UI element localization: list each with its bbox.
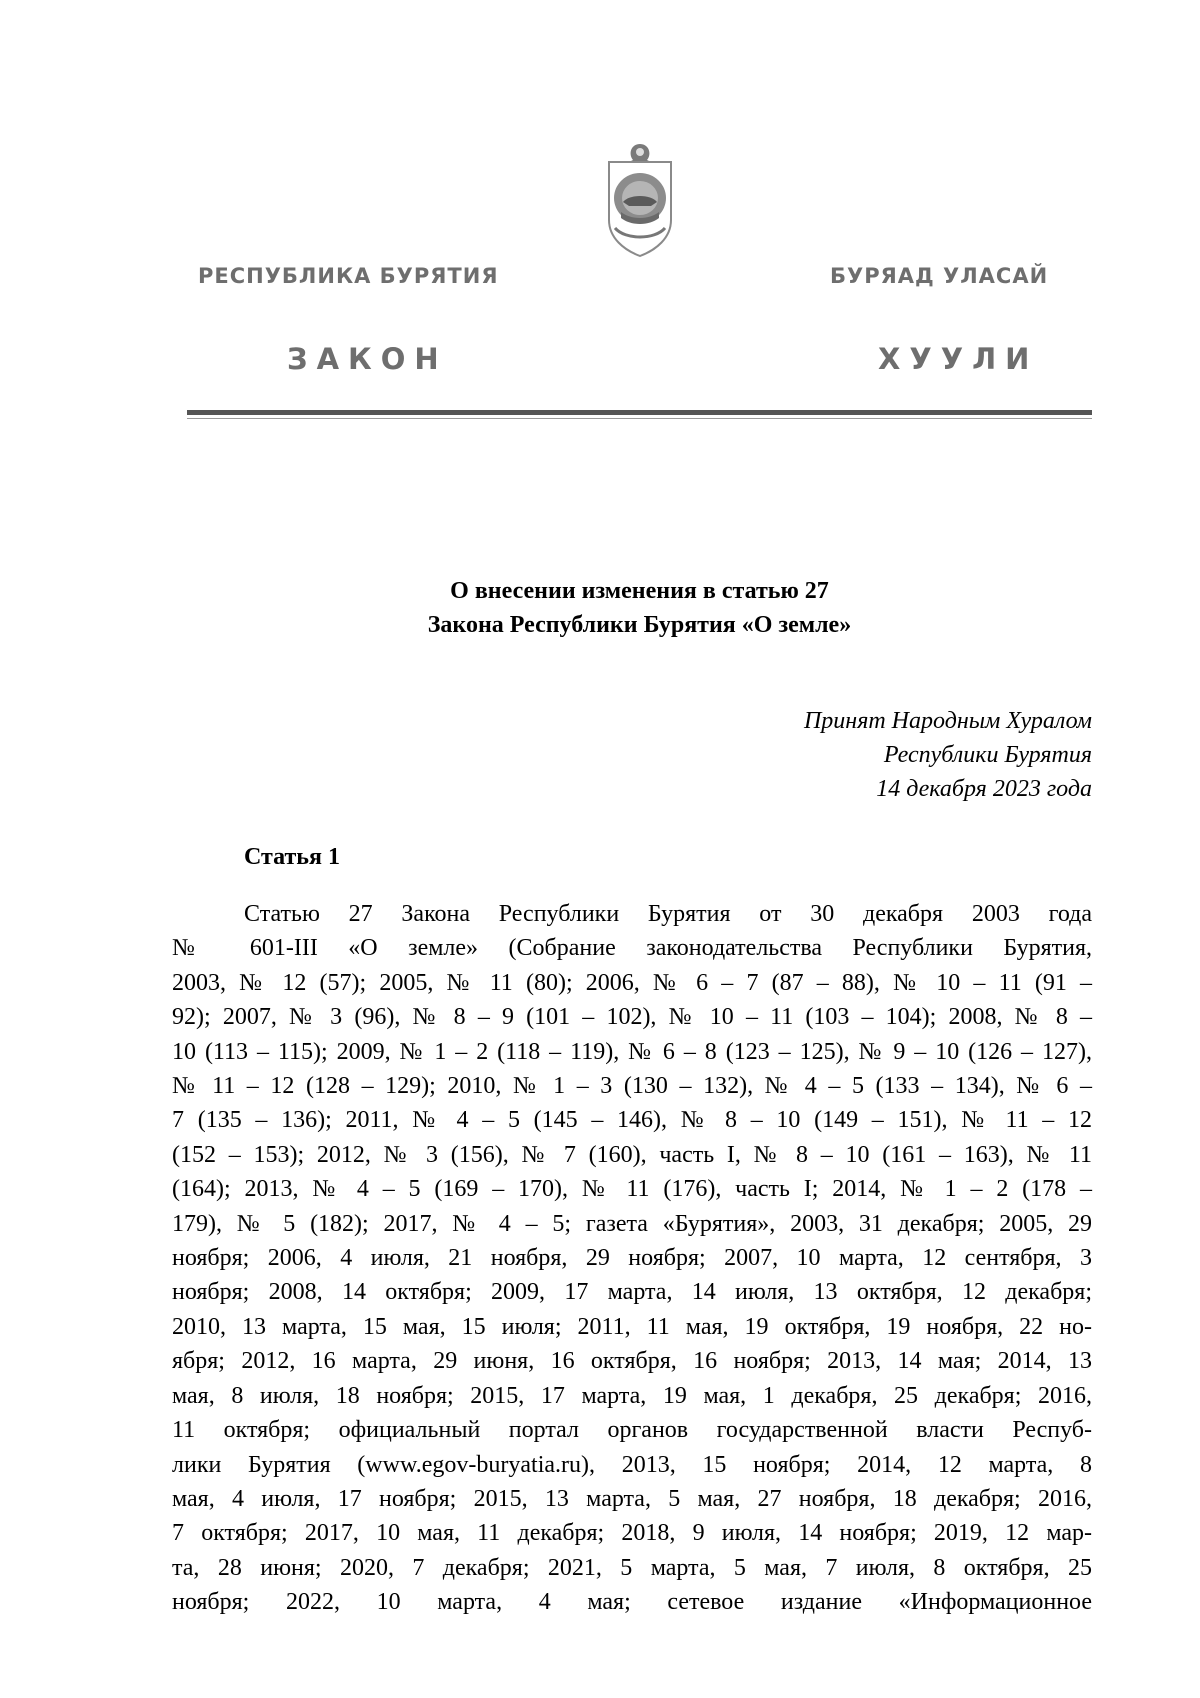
adoption-note (804, 704, 1092, 806)
body-line: 179), № 5 (182); 2017, № 4 – 5; газета «Бурятия», 2003, 31 декабря; 2005, 29 (172, 1210, 1092, 1237)
body-line: 11 октября; официальный портал органов государственной власти Респуб- (172, 1417, 1092, 1444)
body-line: 2010, 13 марта, 15 мая, 15 июля; 2011, 11 мая, 19 октября, 19 ноября, 22 но- (172, 1313, 1092, 1340)
document-type-russian: ЗАКОН (287, 342, 448, 376)
body-line: 7 октября; 2017, 10 мая, 11 декабря; 2018, 9 июля, 14 ноября; 2019, 12 мар- (172, 1520, 1092, 1547)
body-line: (152 – 153); 2012, № 3 (156), № 7 (160), часть I, № 8 – 10 (161 – 163), № 11 (172, 1141, 1092, 1168)
republic-name-buryat: БУРЯАД УЛАСАЙ (830, 264, 1049, 288)
body-line: ября; 2012, 16 марта, 29 июня, 16 октября, 16 ноября; 2013, 14 мая; 2014, 13 (172, 1348, 1092, 1375)
body-line: № 601-III «О земле» (Собрание законодательства Республики Бурятия, (172, 935, 1092, 962)
body-line: ноября; 2008, 14 октября; 2009, 17 марта, 14 июля, 13 октября, 12 декабря; (172, 1279, 1092, 1306)
body-line: 92); 2007, № 3 (96), № 8 – 9 (101 – 102), № 10 – 11 (103 – 104); 2008, № 8 – (172, 1004, 1092, 1031)
law-title-line: О внесении изменения в статью 27 (450, 578, 829, 604)
adoption-note-line: Принят Народным Хуралом (803, 708, 1092, 734)
body-line: 7 (135 – 136); 2011, № 4 – 5 (145 – 146), № 8 – 10 (149 – 151), № 11 – 12 (172, 1107, 1092, 1134)
body-line: лики Бурятия (www.egov-buryatia.ru), 2013, 15 ноября; 2014, 12 марта, 8 (172, 1451, 1092, 1478)
body-line: та, 28 июня; 2020, 7 декабря; 2021, 5 марта, 5 мая, 7 июля, 8 октября, 25 (172, 1554, 1092, 1581)
law-title-line: Закона Республики Бурятия «О земле» (427, 612, 852, 638)
body-line: № 11 – 12 (128 – 129); 2010, № 1 – 3 (130 – 132), № 4 – 5 (133 – 134), № 6 – (172, 1073, 1092, 1100)
coat-of-arms-icon (601, 140, 679, 258)
body-line: ноября; 2006, 4 июля, 21 ноября, 29 ноября; 2007, 10 марта, 12 сентября, 3 (172, 1245, 1092, 1272)
body-line: Статью 27 Закона Республики Бурятия от 30 декабря 2003 года (244, 901, 1092, 927)
document-type-buryat: ХУУЛИ (878, 342, 1039, 376)
header-divider (187, 410, 1092, 415)
body-line: 10 (113 – 115); 2009, № 1 – 2 (118 – 119), № 6 – 8 (123 – 125), № 9 – 10 (126 – 127), (172, 1038, 1092, 1065)
adoption-note-line: Республики Бурятия (883, 742, 1092, 768)
header-divider-thin (187, 418, 1092, 419)
body-line: мая, 4 июля, 17 ноября; 2015, 13 марта, 5 мая, 27 ноября, 18 декабря; 2016, (172, 1485, 1092, 1512)
adoption-date: 14 декабря 2023 года (876, 776, 1092, 802)
law-title (187, 574, 1092, 642)
article-heading: Статья 1 (244, 844, 340, 870)
body-line: ноября; 2022, 10 марта, 4 мая; сетевое издание «Информационное (172, 1589, 1092, 1616)
republic-name-russian: РЕСПУБЛИКА БУРЯТИЯ (198, 264, 499, 288)
body-line: (164); 2013, № 4 – 5 (169 – 170), № 11 (176), часть I; 2014, № 1 – 2 (178 – (172, 1176, 1092, 1203)
body-line: 2003, № 12 (57); 2005, № 11 (80); 2006, № 6 – 7 (87 – 88), № 10 – 11 (91 – (172, 969, 1092, 996)
body-line: мая, 8 июля, 18 ноября; 2015, 17 марта, 19 мая, 1 декабря, 25 декабря; 2016, (172, 1382, 1092, 1409)
article-body (172, 897, 1092, 1620)
